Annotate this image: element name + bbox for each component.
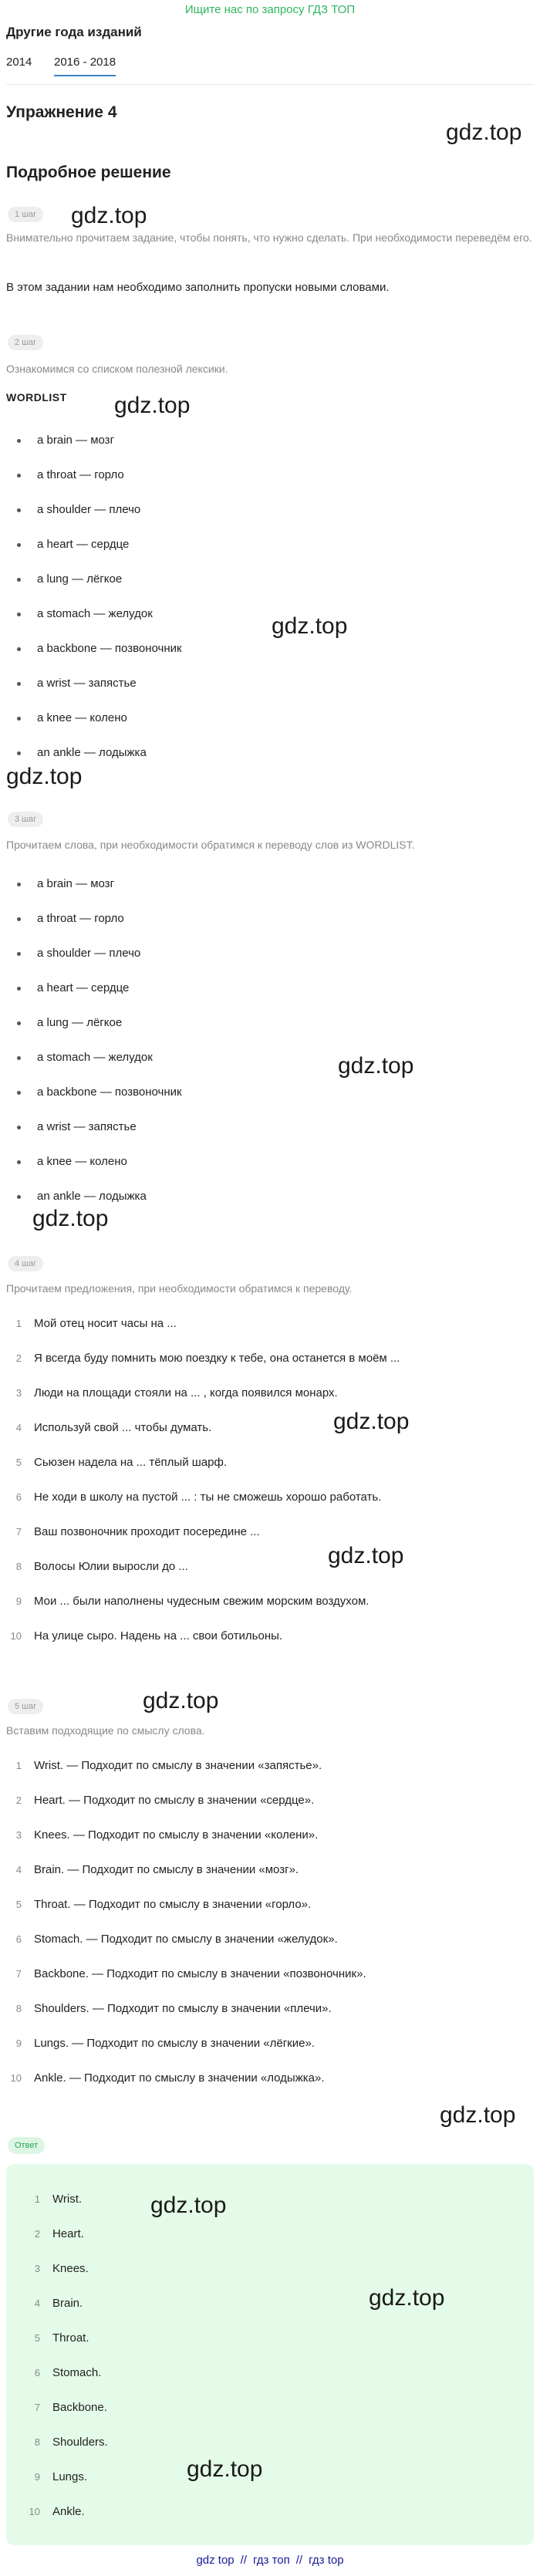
sentence-item-text: Мой отец носит часы на ... (34, 1317, 177, 1330)
item-number: 5 (15, 1899, 22, 1910)
watermark: gdz.top (333, 1409, 410, 1434)
vocabulary-item (0, 910, 540, 945)
vocabulary-item-text: a brain — мозг (37, 877, 115, 890)
item-number: 4 (15, 1422, 22, 1433)
filled-word-item (0, 1896, 540, 1931)
step-1-description: Внимательно прочитаем задание, чтобы понять, что нужно сделать. При необходимости переведём его. (6, 231, 532, 244)
bullet-icon (17, 1195, 21, 1199)
footer-separator: // (295, 2554, 303, 2567)
answer-item-text: Brain. (52, 2297, 83, 2310)
filled-word-item (0, 2070, 540, 2105)
vocabulary-item (0, 945, 540, 980)
bullet-icon (17, 578, 21, 582)
filled-word-item (0, 1966, 540, 2000)
item-number: 7 (15, 1968, 22, 1980)
watermark: gdz.top (143, 1688, 219, 1713)
vocabulary-item-text: a stomach — желудок (37, 1051, 153, 1064)
watermark: gdz.top (338, 1053, 414, 1079)
wordlist-item-text: a wrist — запястье (37, 677, 137, 690)
item-number: 1 (15, 1318, 22, 1329)
filled-word-item (0, 2000, 540, 2035)
sentence-item (0, 1420, 540, 1454)
sentence-item-text: Волосы Юлии выросли до ... (34, 1560, 188, 1573)
wordlist-item (0, 432, 540, 467)
wordlist-list (0, 432, 540, 779)
vocabulary-list (0, 876, 540, 1223)
filled-word-item-text: Knees. — Подходит по смыслу в значении «колени». (34, 1828, 319, 1842)
bullet-icon (17, 1021, 21, 1025)
filled-word-item (0, 1757, 540, 1792)
wordlist-item (0, 501, 540, 536)
wordlist-item (0, 571, 540, 606)
watermark: gdz.top (187, 2456, 263, 2482)
sentence-item-text: Мои ... были наполнены чудесным свежим морским воздухом. (34, 1595, 370, 1608)
wordlist-item (0, 606, 540, 640)
sentences-list (0, 1315, 540, 1663)
vocabulary-item-text: a heart — сердце (37, 981, 130, 994)
vocabulary-item (0, 1049, 540, 1084)
answer-item (6, 2469, 540, 2503)
wordlist-item-text: an ankle — лодыжка (37, 746, 147, 759)
item-number: 4 (15, 1864, 22, 1875)
answer-item-text: Ankle. (52, 2505, 85, 2518)
bullet-icon (17, 647, 21, 651)
answer-badge: Ответ (8, 2137, 45, 2154)
item-number: 7 (34, 2402, 40, 2413)
bullet-icon (17, 917, 21, 921)
wordlist-item-text: a brain — мозг (37, 434, 115, 447)
sentence-item-text: На улице сыро. Надень на ... свои ботильоны. (34, 1629, 283, 1642)
filled-word-item-text: Brain. — Подходит по смыслу в значении «мозг». (34, 1863, 299, 1876)
search-hint: Ищите нас по запросу ГДЗ ТОП (184, 3, 356, 16)
filled-word-item-text: Shoulders. — Подходит по смыслу в значении «плечи». (34, 2002, 332, 2015)
watermark: gdz.top (369, 2285, 445, 2311)
answer-item (6, 2365, 540, 2399)
filled-word-item (0, 2035, 540, 2070)
item-number: 9 (34, 2471, 40, 2483)
filled-words-list (0, 1757, 540, 2105)
filled-word-item (0, 1862, 540, 1896)
tab-edition-2014[interactable]: 2014 (6, 56, 32, 69)
filled-word-item-text: Ankle. — Подходит по смыслу в значении «лодыжка». (34, 2071, 325, 2085)
answer-list (6, 2191, 540, 2538)
item-number: 5 (15, 1457, 22, 1468)
sentence-item (0, 1558, 540, 1593)
vocabulary-item-text: a lung — лёгкое (37, 1016, 123, 1029)
bullet-icon (17, 987, 21, 991)
vocabulary-item-text: a shoulder — плечо (37, 947, 141, 960)
answer-item-text: Shoulders. (52, 2436, 108, 2449)
bullet-icon (17, 883, 21, 886)
answer-item (6, 2399, 540, 2434)
wordlist-item (0, 640, 540, 675)
bullet-icon (17, 751, 21, 755)
vocabulary-item-text: a wrist — запястье (37, 1120, 137, 1133)
step-1-text: В этом задании нам необходимо заполнить пропуски новыми словами. (6, 281, 390, 294)
item-number: 3 (15, 1387, 22, 1399)
watermark: gdz.top (328, 1543, 404, 1568)
answer-item (6, 2226, 540, 2260)
vocabulary-item (0, 1015, 540, 1049)
sentence-item (0, 1454, 540, 1489)
watermark: gdz.top (150, 2193, 227, 2218)
tab-edition-2016-2018[interactable]: 2016 - 2018 (54, 56, 116, 76)
item-number: 1 (34, 2193, 40, 2205)
bullet-icon (17, 1160, 21, 1164)
vocabulary-item (0, 1119, 540, 1153)
vocabulary-item (0, 1153, 540, 1188)
item-number: 7 (15, 1526, 22, 1538)
filled-word-item-text: Throat. — Подходит по смыслу в значении «горло». (34, 1898, 312, 1911)
wordlist-item-text: a throat — горло (37, 468, 124, 481)
item-number: 9 (15, 1595, 22, 1607)
answer-item-text: Wrist. (52, 2193, 83, 2206)
bullet-icon (17, 1091, 21, 1095)
item-number: 10 (10, 2072, 22, 2084)
wordlist-item-text: a stomach — желудок (37, 607, 153, 620)
sentence-item (0, 1489, 540, 1524)
wordlist-item-text: a backbone — позвоночник (37, 642, 182, 655)
answer-box (6, 2164, 534, 2545)
answer-item (6, 2191, 540, 2226)
answer-item (6, 2260, 540, 2295)
bullet-icon (17, 439, 21, 443)
item-number: 8 (34, 2436, 40, 2448)
wordlist-item (0, 710, 540, 744)
wordlist-item-text: a lung — лёгкое (37, 572, 123, 586)
step-2-description: Ознакомимся со списком полезной лексики. (6, 363, 228, 375)
item-number: 8 (15, 1561, 22, 1572)
watermark: gdz.top (272, 613, 348, 639)
watermark: gdz.top (32, 1206, 109, 1231)
footer-separator: // (240, 2554, 247, 2567)
answer-item (6, 2330, 540, 2365)
sentence-item-text: Люди на площади стояли на ... , когда появился монарх. (34, 1386, 338, 1399)
vocabulary-item (0, 1084, 540, 1119)
sentence-item (0, 1593, 540, 1628)
item-number: 8 (15, 2003, 22, 2014)
step-5-description: Вставим подходящие по смыслу слова. (6, 1724, 205, 1737)
bullet-icon (17, 1056, 21, 1060)
watermark: gdz.top (446, 120, 522, 145)
sentence-item-text: Используй свой ... чтобы думать. (34, 1421, 212, 1434)
wordlist-item-text: a knee — колено (37, 711, 127, 724)
bullet-icon (17, 952, 21, 956)
answer-item-text: Heart. (52, 2227, 84, 2240)
sentence-item (0, 1628, 540, 1663)
bullet-icon (17, 682, 21, 686)
item-number: 1 (15, 1760, 22, 1771)
step-1-badge: 1 шаг (8, 207, 43, 222)
vocabulary-item-text: a throat — горло (37, 912, 124, 925)
other-editions-title: Другие года изданий (6, 25, 142, 39)
step-5-badge: 5 шаг (8, 1699, 43, 1714)
footer-link-gdz-top[interactable]: gdz top (196, 2554, 235, 2567)
item-number: 4 (34, 2297, 40, 2309)
footer-link-gdz-top-mixed[interactable]: гдз top (309, 2554, 344, 2567)
exercise-title: Упражнение 4 (6, 103, 117, 121)
vocabulary-item-text: a knee — колено (37, 1155, 127, 1168)
item-number: 2 (34, 2228, 40, 2240)
item-number: 10 (29, 2506, 40, 2517)
wordlist-item (0, 675, 540, 710)
editions-tabs (6, 54, 534, 85)
filled-word-item-text: Wrist. — Подходит по смыслу в значении «запястье». (34, 1759, 322, 1772)
bullet-icon (17, 717, 21, 721)
answer-item-text: Lungs. (52, 2470, 88, 2483)
bullet-icon (17, 474, 21, 478)
wordlist-item-text: a shoulder — плечо (37, 503, 141, 516)
item-number: 2 (15, 1794, 22, 1806)
answer-item (6, 2295, 540, 2330)
item-number: 10 (10, 1630, 22, 1642)
item-number: 2 (15, 1352, 22, 1364)
solution-title: Подробное решение (6, 164, 171, 181)
wordlist-item-text: a heart — сердце (37, 538, 130, 551)
filled-word-item (0, 1792, 540, 1827)
vocabulary-item-text: a backbone — позвоночник (37, 1085, 182, 1099)
item-number: 6 (15, 1491, 22, 1503)
answer-item (6, 2503, 540, 2538)
watermark: gdz.top (71, 203, 147, 228)
sentence-item-text: Я всегда буду помнить мою поездку к тебе, она останется в моём ... (34, 1352, 400, 1365)
vocabulary-item (0, 980, 540, 1015)
watermark: gdz.top (114, 393, 191, 418)
watermark: gdz.top (440, 2102, 516, 2128)
sentence-item-text: Ваш позвоночник проходит посередине ... (34, 1525, 260, 1538)
item-number: 3 (15, 1829, 22, 1841)
footer-link-gdz-top-ru[interactable]: гдз топ (253, 2554, 290, 2567)
step-2-badge: 2 шаг (8, 335, 43, 350)
sentence-item-text: Не ходи в школу на пустой ... : ты не сможешь хорошо работать. (34, 1491, 382, 1504)
filled-word-item-text: Backbone. — Подходит по смыслу в значении «позвоночник». (34, 1967, 366, 1980)
footer-links (0, 2554, 540, 2567)
filled-word-item-text: Lungs. — Подходит по смыслу в значении «лёгкие». (34, 2037, 315, 2050)
item-number: 6 (34, 2367, 40, 2378)
filled-word-item-text: Stomach. — Подходит по смыслу в значении «желудок». (34, 1933, 338, 1946)
item-number: 3 (34, 2263, 40, 2274)
sentence-item (0, 1524, 540, 1558)
item-number: 5 (34, 2332, 40, 2344)
answer-item-text: Backbone. (52, 2401, 107, 2414)
wordlist-heading: WORDLIST (6, 391, 67, 403)
bullet-icon (17, 508, 21, 512)
step-4-description: Прочитаем предложения, при необходимости обратимся к переводу. (6, 1282, 353, 1295)
filled-word-item (0, 1931, 540, 1966)
sentence-item (0, 1385, 540, 1420)
wordlist-item (0, 536, 540, 571)
sentence-item (0, 1350, 540, 1385)
answer-item-text: Stomach. (52, 2366, 102, 2379)
item-number: 6 (15, 1933, 22, 1945)
watermark: gdz.top (6, 764, 83, 789)
answer-item-text: Knees. (52, 2262, 89, 2275)
answer-item (6, 2434, 540, 2469)
answer-item-text: Throat. (52, 2331, 89, 2345)
bullet-icon (17, 613, 21, 616)
step-4-badge: 4 шаг (8, 1256, 43, 1271)
sentence-item (0, 1315, 540, 1350)
filled-word-item (0, 1827, 540, 1862)
wordlist-item (0, 467, 540, 501)
filled-word-item-text: Heart. — Подходит по смыслу в значении «сердце». (34, 1794, 315, 1807)
sentence-item-text: Сьюзен надела на ... тёплый шарф. (34, 1456, 227, 1469)
vocabulary-item (0, 876, 540, 910)
bullet-icon (17, 543, 21, 547)
item-number: 9 (15, 2038, 22, 2049)
bullet-icon (17, 1126, 21, 1129)
vocabulary-item-text: an ankle — лодыжка (37, 1190, 147, 1203)
step-3-description: Прочитаем слова, при необходимости обратимся к переводу слов из WORDLIST. (6, 839, 415, 851)
step-3-badge: 3 шаг (8, 812, 43, 827)
